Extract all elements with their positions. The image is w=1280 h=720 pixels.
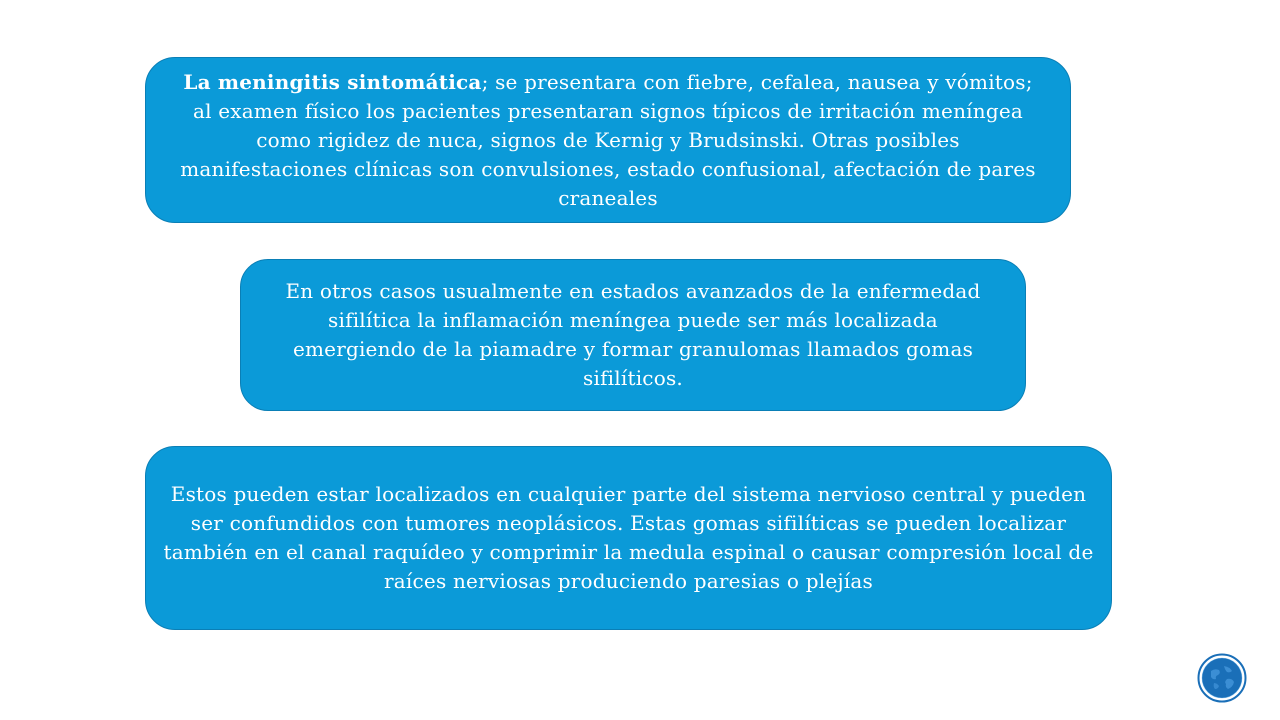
box1-paragraph: [178, 68, 1038, 213]
box1-text: ; se presentara con fiebre, cefalea, nausea y vómitos; al examen físico los pacientes presentaran signos típicos de irritación meníngea como rigidez de nuca, signos de Kernig y Brudsinski. Otras posibles manifestaciones clínicas son convulsiones, estado confusional, afectación de pares craneales: [180, 69, 1036, 210]
text-box-localizacion: [145, 446, 1112, 630]
box3-text: Estos pueden estar localizados en cualquier parte del sistema nervioso central y pueden ser confundidos con tumores neoplásicos. Estas gomas sifilíticas se pueden localizar también en el canal raquídeo y comprimir la medula espinal o causar compresión local de raíces nerviosas produciendo paresias o plejías: [163, 482, 1094, 593]
text-box-meningitis-sintomatica: [145, 57, 1071, 223]
box2-text: En otros casos usualmente en estados avanzados de la enfermedad sifilítica la inflamación meníngea puede ser más localizada emergiendo de la piamadre y formar granulomas llamados gomas sifilíticos.: [285, 279, 981, 390]
globe-icon: [1197, 653, 1247, 703]
box1-bold-lead: La meningitis sintomática: [183, 69, 482, 94]
text-box-gomas-sifiliticos: [240, 259, 1026, 411]
